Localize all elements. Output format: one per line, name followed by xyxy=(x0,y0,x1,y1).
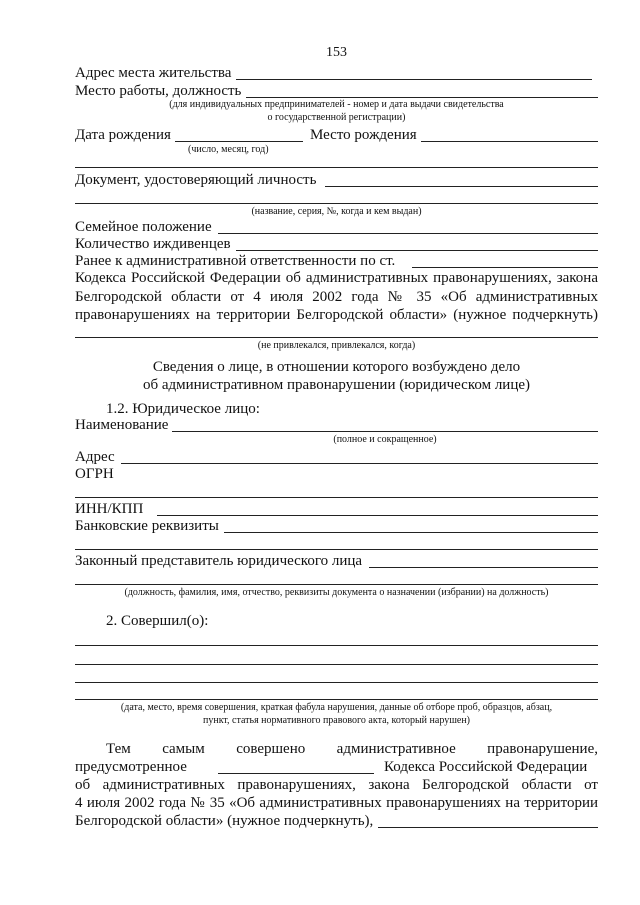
inn-kpp-field[interactable] xyxy=(157,515,598,516)
conclusion-line-3: об административных правонарушениях, закона Белгородской области от xyxy=(75,777,598,793)
committed-note-cont: пункт, статья нормативного правового акта, который нарушен) xyxy=(202,715,471,726)
legal-name-note: (полное и сокращенное) xyxy=(333,434,437,445)
birth-date-note: (число, месяц, год) xyxy=(188,144,269,155)
legal-address-label: Адрес xyxy=(75,449,115,465)
workplace-field[interactable] xyxy=(246,97,598,98)
conclusion-word: правонарушение, xyxy=(487,741,598,757)
legal-representative-note: (должность, фамилия, имя, отчество, реквизиты документа о назначении (избрании) на должность) xyxy=(124,587,549,598)
inn-kpp-label: ИНН/КПП xyxy=(75,501,144,517)
workplace-note-cont: о государственной регистрации) xyxy=(267,112,406,123)
residence-address-label: Адрес места жительства xyxy=(75,65,232,81)
conclusion-word: самым xyxy=(162,741,205,757)
committed-field-2[interactable] xyxy=(75,664,598,665)
legal-name-field[interactable] xyxy=(172,431,598,432)
prior-liability-label: Ранее к административной ответственности по ст. xyxy=(75,253,396,269)
workplace-note: (для индивидуальных предпринимателей - номер и дата выдачи свидетельства xyxy=(169,99,504,110)
committed-field-4[interactable] xyxy=(75,699,598,700)
birth-date-field[interactable] xyxy=(175,141,303,142)
legal-representative-label: Законный представитель юридического лица xyxy=(75,553,363,569)
id-document-field-2[interactable] xyxy=(75,203,598,204)
prior-liability-text-4: правонарушениях на территории Белгородской области» (нужное подчеркнуть) xyxy=(75,307,598,323)
conclusion-word: административное xyxy=(336,741,456,757)
bank-details-field-2[interactable] xyxy=(75,549,598,550)
birth-place-field[interactable] xyxy=(421,141,598,142)
legal-representative-field-2[interactable] xyxy=(75,584,598,585)
legal-section-heading-cont: об административном правонарушении (юридическом лице) xyxy=(142,377,531,393)
id-document-field[interactable] xyxy=(325,186,598,187)
legal-representative-field[interactable] xyxy=(369,567,598,568)
conclusion-word: совершено xyxy=(236,741,306,757)
prior-article-field[interactable] xyxy=(412,267,598,268)
dependents-field[interactable] xyxy=(236,250,598,251)
bank-details-field[interactable] xyxy=(224,532,598,533)
residence-address-field[interactable] xyxy=(236,79,592,80)
ogrn-field[interactable] xyxy=(75,497,598,498)
id-document-note: (название, серия, №, когда и кем выдан) xyxy=(251,206,422,217)
birth-extra-field[interactable] xyxy=(75,167,598,168)
workplace-label: Место работы, должность xyxy=(75,83,242,99)
marital-status-field[interactable] xyxy=(218,233,598,234)
conclusion-line-4: 4 июля 2002 года № 35 «Об административных правонарушениях на территории xyxy=(75,795,598,811)
page-number: 153 xyxy=(326,45,347,60)
birth-date-label: Дата рождения xyxy=(75,127,171,143)
legal-section-heading: Сведения о лице, в отношении которого возбуждено дело xyxy=(152,359,521,375)
prior-liability-note: (не привлекался, привлекался, когда) xyxy=(257,340,416,351)
id-document-label: Документ, удостоверяющий личность xyxy=(75,172,317,188)
prior-liability-field[interactable] xyxy=(75,337,598,338)
conclusion-line-2-end: Кодекса Российской Федерации xyxy=(384,759,588,775)
prior-liability-text-2: Кодекса Российской Федерации об административных правонарушениях, закона xyxy=(75,270,598,286)
legal-entity-subtitle: 1.2. Юридическое лицо: xyxy=(106,401,260,417)
conclusion-word: Тем xyxy=(106,741,131,757)
dependents-label: Количество иждивенцев xyxy=(75,236,231,252)
committed-field-3[interactable] xyxy=(75,682,598,683)
prior-liability-text-3: Белгородской области от 4 июля 2002 года № 35 «Об административных xyxy=(75,289,598,305)
conclusion-line-5: Белгородской области» (нужное подчеркнуть), xyxy=(75,813,374,829)
conclusion-line-1 xyxy=(106,741,598,758)
committed-title: 2. Совершил(о): xyxy=(106,613,209,629)
committed-field-1[interactable] xyxy=(75,645,598,646)
committed-note: (дата, место, время совершения, краткая фабула нарушения, данные об отборе проб, образцов, абзац, xyxy=(120,702,553,713)
legal-address-field[interactable] xyxy=(121,463,598,464)
bank-details-label: Банковские реквизиты xyxy=(75,518,219,534)
conclusion-final-field[interactable] xyxy=(378,827,598,828)
conclusion-line-2-start: предусмотренное xyxy=(75,759,187,775)
birth-place-label: Место рождения xyxy=(310,127,417,143)
legal-name-label: Наименование xyxy=(75,417,169,433)
marital-status-label: Семейное положение xyxy=(75,219,212,235)
conclusion-article-field[interactable] xyxy=(218,773,374,774)
ogrn-label: ОГРН xyxy=(75,466,114,482)
